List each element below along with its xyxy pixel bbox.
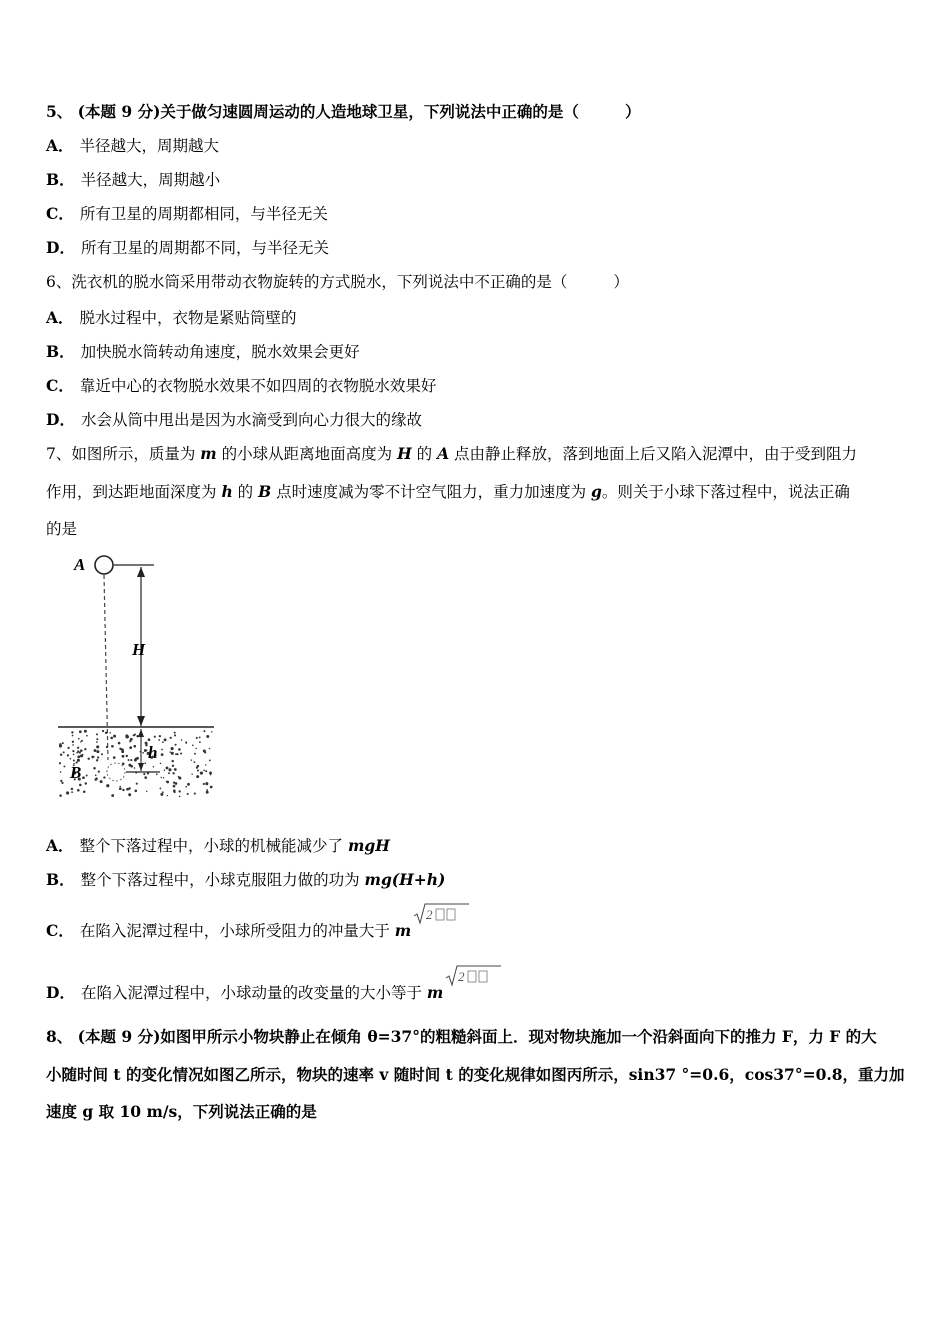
q7-option-d xyxy=(46,969,503,1003)
q8-stem-line3 xyxy=(46,1102,317,1122)
fig-label-H: H xyxy=(132,640,146,659)
mud-dot xyxy=(59,744,62,747)
text: 点由静止释放，落到地面上后又陷入泥潭中，由于受到阻力 xyxy=(449,445,858,463)
mud-dot xyxy=(172,765,174,767)
mud-dot xyxy=(119,787,122,790)
mud-dot xyxy=(88,758,90,760)
mud-dot xyxy=(156,773,158,775)
option-text: 水会从筒中甩出是因为水滴受到向心力很大的缘故 xyxy=(80,411,422,429)
arrow-down-small-icon xyxy=(138,763,144,771)
mud-dot xyxy=(60,753,62,755)
mud-dot xyxy=(122,789,124,791)
text: 小随时间 t 的变化情况如图乙所示，物块的速率 v 随时间 t 的变化规律如图丙所示，sin37 °=0.6，cos37°=0.8，重力加 xyxy=(46,1065,905,1084)
mud-dot xyxy=(199,741,201,743)
mud-dot xyxy=(83,790,86,793)
mud-dot xyxy=(119,748,121,750)
q6-option-a xyxy=(46,308,297,328)
option-text: 所有卫星的周期都不同，与半径无关 xyxy=(80,239,329,257)
mud-dot xyxy=(122,762,125,765)
mud-dot xyxy=(187,783,190,786)
text: 8、 (本题 9 分)如图甲所示小物块静止在倾角 θ=37°的粗糙斜面上．现对物块施加一个沿斜面向下的推力 F，力 F 的大 xyxy=(46,1027,877,1046)
option-expr: m xyxy=(426,983,444,1002)
mud-dot xyxy=(191,759,193,761)
mud-dot xyxy=(196,766,198,768)
mud-dot xyxy=(166,781,169,784)
mud-dot xyxy=(80,749,83,752)
mud-dot xyxy=(209,748,211,750)
mud-dot xyxy=(194,793,196,795)
mud-texture xyxy=(59,730,213,797)
text: 速度 g 取 10 m/s，下列说法正确的是 xyxy=(46,1102,317,1121)
mud-dot xyxy=(84,748,86,750)
var-A: A xyxy=(437,444,450,463)
option-letter: D． xyxy=(46,238,75,257)
mud-dot xyxy=(96,759,98,761)
mud-dot xyxy=(125,734,128,737)
mud-dot xyxy=(96,745,99,748)
text: 7、如图所示，质量为 xyxy=(46,445,201,463)
mud-dot xyxy=(96,750,99,753)
mud-dot xyxy=(121,750,124,753)
mud-dot xyxy=(210,774,212,776)
option-letter: C． xyxy=(46,204,74,223)
q7-option-a xyxy=(46,836,390,856)
mud-dot xyxy=(203,730,205,732)
option-text: 在陷入泥潭过程中，小球动量的改变量的大小等于 xyxy=(80,984,427,1002)
mud-dot xyxy=(126,788,129,791)
mud-dot xyxy=(192,744,194,746)
mud-dot xyxy=(146,791,147,792)
mud-dot xyxy=(144,762,146,764)
mud-dot xyxy=(206,791,209,794)
fig-label-h: h xyxy=(148,743,158,762)
mud-dot xyxy=(77,750,79,752)
text: 的是 xyxy=(46,520,78,538)
mud-dot xyxy=(82,776,85,779)
mud-dot xyxy=(86,775,88,777)
mud-dot xyxy=(187,793,189,795)
mud-dot xyxy=(67,754,69,756)
q6-stem xyxy=(46,272,629,292)
mud-dot xyxy=(168,768,171,771)
option-letter: A． xyxy=(46,308,74,327)
mud-dot xyxy=(109,732,111,734)
mud-dot xyxy=(195,748,196,749)
mud-dot xyxy=(209,759,211,761)
missing-glyph-icon xyxy=(468,971,476,982)
mud-dot xyxy=(136,757,139,760)
mud-dot xyxy=(66,791,69,794)
option-text: 整个下落过程中，小球的机械能减少了 xyxy=(79,837,348,855)
ball-buried-icon xyxy=(107,763,125,781)
mud-dot xyxy=(143,773,145,775)
option-text: 半径越大，周期越小 xyxy=(80,171,221,189)
text: 作用，到达距地面深度为 xyxy=(46,483,222,501)
mud-dot xyxy=(159,735,161,737)
mud-dot xyxy=(71,731,73,733)
mud-dot xyxy=(103,776,105,778)
option-letter: D． xyxy=(46,410,75,429)
mud-dot xyxy=(172,772,174,774)
mud-dot xyxy=(111,745,114,748)
q7-stem-line3 xyxy=(46,519,77,539)
var-g: g xyxy=(591,482,602,501)
fig-label-A: A xyxy=(74,555,86,574)
sqrt-expr xyxy=(411,907,471,936)
mud-dot xyxy=(180,752,182,754)
mud-dot xyxy=(185,742,187,744)
mud-dot xyxy=(200,772,203,775)
mud-dot xyxy=(101,753,103,755)
mud-dot xyxy=(72,750,74,752)
mud-dot xyxy=(60,771,62,773)
mud-dot xyxy=(73,759,75,761)
mud-dot xyxy=(96,741,98,743)
mud-dot xyxy=(205,764,206,765)
mud-dot xyxy=(77,747,79,749)
option-expr: mg(H+h) xyxy=(364,870,446,889)
sqrt-radicand: 2 xyxy=(426,907,433,922)
mud-dot xyxy=(118,742,121,745)
mud-dot xyxy=(210,786,213,789)
mud-dot xyxy=(211,731,212,732)
mud-dot xyxy=(85,782,87,784)
mud-dot xyxy=(133,735,135,737)
mud-dot xyxy=(181,739,183,741)
mud-dot xyxy=(164,770,165,771)
mud-dot xyxy=(73,754,75,756)
option-text: 脱水过程中，衣物是紧贴筒壁的 xyxy=(79,309,297,327)
mud-dot xyxy=(59,794,62,797)
var-m: m xyxy=(200,444,217,463)
mud-dot xyxy=(63,765,65,767)
mud-dot xyxy=(134,767,136,769)
mud-dot xyxy=(128,793,131,796)
mud-dot xyxy=(174,768,177,771)
mud-dot xyxy=(160,777,161,778)
mud-dot xyxy=(77,759,80,762)
option-text: 整个下落过程中，小球克服阻力做的功为 xyxy=(80,871,365,889)
option-letter: B． xyxy=(46,870,75,889)
q6-option-b xyxy=(46,342,360,362)
mud-dot xyxy=(206,789,208,791)
mud-dot xyxy=(77,789,80,792)
option-text: 半径越大，周期越大 xyxy=(79,137,220,155)
mud-dot xyxy=(93,756,94,757)
mud-dot xyxy=(95,777,98,780)
mud-dot xyxy=(79,730,82,733)
q7-option-c xyxy=(46,907,471,941)
mud-dot xyxy=(147,772,149,774)
fig-label-B: B xyxy=(70,763,82,782)
q7-option-b xyxy=(46,870,445,890)
mud-dot xyxy=(158,739,160,741)
mud-dot xyxy=(93,767,96,770)
ball-fall-figure xyxy=(56,550,226,805)
mud-dot xyxy=(148,738,151,741)
mud-dot xyxy=(160,793,163,796)
mud-dot xyxy=(205,782,208,785)
mud-dot xyxy=(126,755,128,757)
mud-dot xyxy=(171,752,174,755)
q7-stem-line1 xyxy=(46,444,857,464)
mud-dot xyxy=(196,737,198,739)
mud-dot xyxy=(78,738,80,740)
mud-dot xyxy=(106,746,108,748)
mud-dot xyxy=(161,749,163,751)
mud-dot xyxy=(203,769,205,771)
mud-dot xyxy=(59,762,61,764)
mud-dot xyxy=(174,734,176,736)
mud-dot xyxy=(203,783,205,785)
mud-dot xyxy=(144,776,147,779)
mud-dot xyxy=(130,765,133,768)
option-letter: D． xyxy=(46,983,75,1002)
arrow-up-small-icon xyxy=(138,729,144,737)
text: 。则关于小球下落过程中，说法正确 xyxy=(601,483,850,501)
q6-stem-text: 6、洗衣机的脱水筒采用带动衣物旋转的方式脱水，下列说法中不正确的是（ xyxy=(46,273,568,291)
sqrt-expr xyxy=(443,969,503,998)
text: 点时速度减为零不计空气阻力，重力加速度为 xyxy=(271,483,592,501)
mud-dot xyxy=(199,737,201,739)
mud-dot xyxy=(81,740,83,742)
q8-stem-line1 xyxy=(46,1027,877,1047)
mud-dot xyxy=(173,789,176,792)
mud-dot xyxy=(77,755,80,758)
missing-glyph-icon xyxy=(479,971,487,982)
mud-dot xyxy=(134,745,137,748)
option-text: 所有卫星的周期都相同，与半径无关 xyxy=(79,205,328,223)
mud-dot xyxy=(175,782,178,785)
text: 的小球从距离地面高度为 xyxy=(216,445,398,463)
mud-dot xyxy=(96,733,98,735)
q5-stem xyxy=(46,102,640,122)
mud-dot xyxy=(72,741,74,743)
mud-dot xyxy=(134,759,136,761)
mud-dot xyxy=(72,744,74,746)
ball-icon xyxy=(95,556,113,574)
option-letter: B． xyxy=(46,170,75,189)
option-letter: A． xyxy=(46,836,74,855)
mud-dot xyxy=(61,782,63,784)
q5-option-d xyxy=(46,238,329,258)
mud-dot xyxy=(102,730,104,732)
mud-dot xyxy=(82,754,84,756)
mud-dot xyxy=(105,732,107,734)
mud-dot xyxy=(179,790,181,792)
mud-dot xyxy=(110,737,113,740)
arrow-down-icon xyxy=(137,716,145,726)
mud-dot xyxy=(171,747,174,750)
mud-dot xyxy=(113,735,116,738)
mud-dot xyxy=(172,760,174,762)
mud-dot xyxy=(95,774,97,776)
mud-dot xyxy=(130,759,132,761)
mud-dot xyxy=(142,752,144,754)
option-expr: m xyxy=(394,921,412,940)
mud-dot xyxy=(153,766,155,768)
mud-dot xyxy=(71,788,73,790)
mud-dot xyxy=(129,787,131,789)
option-text: 靠近中心的衣物脱水效果不如四周的衣物脱水效果好 xyxy=(79,377,437,395)
mud-dot xyxy=(97,756,99,758)
mud-dot xyxy=(162,791,164,793)
mud-dot xyxy=(175,753,177,755)
mud-dot xyxy=(173,785,176,788)
mud-dot xyxy=(60,780,62,782)
mud-dot xyxy=(191,773,192,774)
mud-dot xyxy=(169,751,170,752)
mud-dot xyxy=(167,795,168,796)
mud-dot xyxy=(174,732,176,734)
option-text: 在陷入泥潭过程中，小球所受阻力的冲量大于 xyxy=(79,922,395,940)
mud-dot xyxy=(163,777,164,778)
mud-dot xyxy=(185,786,187,788)
q5-option-a xyxy=(46,136,219,156)
mud-dot xyxy=(128,759,130,761)
mud-dot xyxy=(98,771,100,773)
mud-dot xyxy=(111,794,114,797)
q5-option-b xyxy=(46,170,220,190)
option-letter: C． xyxy=(46,376,74,395)
var-h: h xyxy=(221,482,233,501)
mud-dot xyxy=(168,772,170,774)
q5-stem-text: 5、 (本题 9 分)关于做匀速圆周运动的人造地球卫星，下列说法中正确的是（ xyxy=(46,102,579,121)
mud-dot xyxy=(196,775,199,778)
q6-option-c xyxy=(46,376,436,396)
mud-dot xyxy=(129,746,132,749)
mud-dot xyxy=(67,747,69,749)
mud-dot xyxy=(71,791,73,793)
mud-dot xyxy=(193,761,195,763)
mud-dot xyxy=(205,770,207,772)
mud-dot xyxy=(79,784,82,787)
option-text: 加快脱水筒转动角速度，脱水效果会更好 xyxy=(80,343,360,361)
mud-dot xyxy=(159,787,161,789)
q5-stem-close: ） xyxy=(624,102,641,121)
q7-stem-line2 xyxy=(46,482,850,502)
q8-stem-line2 xyxy=(46,1065,905,1085)
mud-dot xyxy=(70,758,72,760)
option-letter: C． xyxy=(46,921,74,940)
mud-dot xyxy=(154,736,156,738)
sqrt-radicand: 2 xyxy=(458,969,465,984)
option-expr: mgH xyxy=(347,836,390,855)
mud-dot xyxy=(113,756,116,759)
mud-dot xyxy=(136,783,138,785)
mud-dot xyxy=(179,796,181,798)
missing-glyph-icon xyxy=(436,909,444,920)
mud-dot xyxy=(194,753,196,755)
mud-dot xyxy=(122,755,125,758)
mud-dot xyxy=(106,784,109,787)
text: 的 xyxy=(232,483,259,501)
mud-dot xyxy=(134,789,137,792)
missing-glyph-icon xyxy=(447,909,455,920)
mud-dot xyxy=(203,750,206,753)
q5-option-c xyxy=(46,204,328,224)
mud-dot xyxy=(63,751,65,753)
mud-dot xyxy=(178,748,181,751)
q6-stem-close: ） xyxy=(613,273,629,291)
mud-dot xyxy=(129,740,131,742)
arrow-up-icon xyxy=(137,567,145,577)
mud-dot xyxy=(94,750,96,752)
var-B: B xyxy=(258,482,272,501)
mud-dot xyxy=(166,766,169,769)
mud-dot xyxy=(161,753,164,756)
text: 的 xyxy=(411,445,438,463)
mud-dot xyxy=(62,742,64,744)
mud-dot xyxy=(100,780,103,783)
mud-dot xyxy=(72,735,74,737)
option-letter: B． xyxy=(46,342,75,361)
var-H: H xyxy=(397,444,412,463)
mud-dot xyxy=(175,744,177,746)
mud-dot xyxy=(84,730,87,733)
mud-dot xyxy=(96,738,98,740)
mud-dot xyxy=(86,735,88,737)
q6-option-d xyxy=(46,410,422,430)
mud-dot xyxy=(178,777,181,780)
mud-dot xyxy=(170,737,172,739)
option-letter: A． xyxy=(46,136,74,155)
mud-dot xyxy=(162,741,164,743)
mud-dot xyxy=(206,735,209,738)
mud-dot xyxy=(164,738,167,741)
mud-dot xyxy=(119,786,121,788)
mud-dot xyxy=(197,769,199,771)
mud-dot xyxy=(160,763,162,765)
